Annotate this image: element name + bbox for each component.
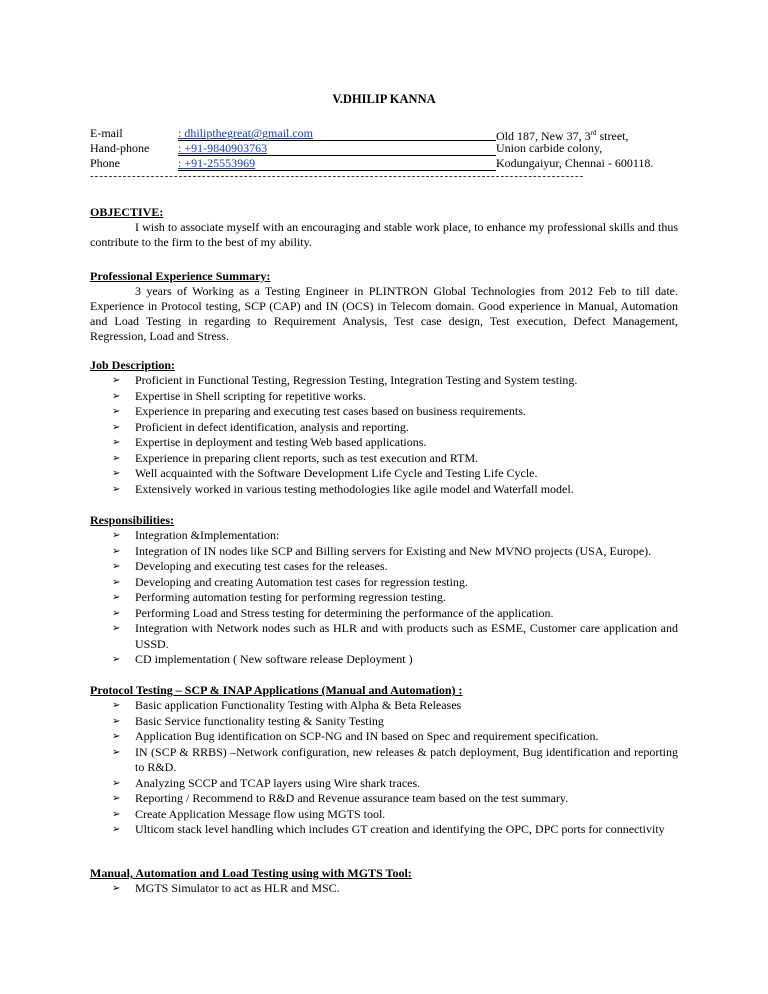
list-item: [90, 621, 678, 652]
list-item-text: Create Application Message flow using MGTS tool.: [135, 806, 386, 821]
job-description-section: [90, 358, 678, 497]
arrow-bullet-icon: ➢: [112, 483, 121, 495]
list-item: [90, 528, 678, 544]
list-item: [90, 729, 678, 745]
arrow-bullet-icon: ➢: [112, 576, 121, 588]
arrow-bullet-icon: ➢: [112, 808, 121, 820]
job-description-list: [90, 373, 678, 497]
list-item: [90, 451, 678, 467]
list-item-text: Analyzing SCCP and TCAP layers using Wire shark traces.: [135, 775, 421, 790]
mgts-section: [90, 866, 678, 897]
email-label: E-mail: [90, 126, 123, 140]
arrow-bullet-icon: ➢: [112, 883, 121, 894]
mgts-list: [90, 881, 678, 897]
candidate-name: V.DHILIP KANNA: [332, 92, 436, 106]
list-item-text: Expertise in Shell scripting for repetitive works.: [135, 388, 366, 403]
arrow-bullet-icon: ➢: [112, 437, 121, 448]
list-item: [90, 807, 678, 823]
handphone-label: Hand-phone: [90, 141, 150, 155]
responsibilities-heading: Responsibilities:: [90, 513, 175, 527]
list-item: [90, 389, 678, 405]
responsibilities-section: [90, 513, 678, 668]
list-item: [90, 559, 678, 575]
list-item: [90, 822, 678, 838]
list-item-text: Basic application Functionality Testing with Alpha & Beta Releases: [135, 698, 462, 712]
list-item-text: CD implementation ( New software release Deployment ): [135, 652, 413, 666]
phone-row: [90, 156, 678, 171]
list-item: [90, 745, 678, 776]
list-item-text: IN (SCP & RRBS) –Network configuration, new releases & patch deployment, Bug identification and reporting to R&D.: [135, 744, 678, 774]
arrow-bullet-icon: ➢: [112, 561, 121, 572]
list-item: [90, 420, 678, 436]
handphone-row: [90, 141, 678, 156]
list-item: [90, 404, 678, 420]
phone-value: [178, 156, 496, 171]
summary-heading: Professional Experience Summary:: [90, 269, 271, 283]
list-item-text: Experience in preparing client reports, such as test execution and RTM.: [135, 450, 479, 465]
arrow-bullet-icon: ➢: [112, 607, 121, 619]
list-item-text: Application Bug identification on SCP-NG and IN based on Spec and requirement specification.: [135, 729, 599, 743]
arrow-bullet-icon: ➢: [112, 452, 121, 464]
list-item-text: Developing and executing test cases for the releases.: [135, 559, 388, 573]
protocol-list: [90, 698, 678, 838]
list-item: [90, 590, 678, 606]
list-item: [90, 373, 678, 389]
list-item-text: Proficient in Functional Testing, Regression Testing, Integration Testing and System testing.: [135, 373, 578, 387]
arrow-bullet-icon: ➢: [112, 545, 121, 557]
list-item: [90, 652, 678, 668]
list-item-text: Performing automation testing for performing regression testing.: [135, 590, 446, 604]
list-item-text: MGTS Simulator to act as HLR and MSC.: [135, 881, 340, 895]
list-item: [90, 714, 678, 730]
phone-link[interactable]: : +91-25553969: [178, 156, 256, 170]
list-item-text: Expertise in deployment and testing Web based applications.: [135, 435, 427, 449]
arrow-bullet-icon: ➢: [112, 421, 121, 433]
email-link[interactable]: : dhilipthegreat@gmail.com: [178, 126, 314, 140]
email-row: [90, 126, 678, 141]
list-item: [90, 606, 678, 622]
responsibilities-list: [90, 528, 678, 668]
arrow-bullet-icon: ➢: [112, 406, 121, 417]
arrow-bullet-icon: ➢: [112, 375, 121, 386]
list-item: [90, 881, 678, 897]
protocol-heading: Protocol Testing – SCP & INAP Applications (Manual and Automation) :: [90, 683, 463, 697]
list-item-text: Developing and creating Automation test cases for regression testing.: [135, 574, 468, 589]
address-line-3: Kodungaiyur, Chennai - 600118.: [496, 156, 654, 170]
arrow-bullet-icon: ➢: [112, 746, 121, 758]
protocol-section: [90, 683, 678, 838]
arrow-bullet-icon: ➢: [112, 777, 121, 789]
list-item-text: Reporting / Recommend to R&D and Revenue assurance team based on the test summary.: [135, 791, 569, 805]
arrow-bullet-icon: ➢: [112, 592, 121, 603]
arrow-bullet-icon: ➢: [112, 793, 121, 804]
arrow-bullet-icon: ➢: [112, 530, 121, 541]
address-line-1: Old 187, New 37, 3rd street,: [496, 129, 629, 143]
list-item-text: Integration &Implementation:: [135, 528, 280, 542]
arrow-bullet-icon: ➢: [112, 715, 121, 727]
list-item-text: Performing Load and Stress testing for determining the performance of the application.: [135, 605, 554, 620]
arrow-bullet-icon: ➢: [112, 731, 121, 742]
address-line-2: Union carbide colony,: [496, 141, 603, 155]
handphone-value: [178, 141, 496, 156]
arrow-bullet-icon: ➢: [112, 824, 121, 835]
list-item: [90, 791, 678, 807]
objective-text: I wish to associate myself with an encouraging and stable work place, to enhance my professional skills and thus contribute to the firm to the best of my ability.: [90, 220, 678, 249]
list-item-text: Integration of IN nodes like SCP and Billing servers for Existing and New MVNO projects (USA, Europe).: [135, 543, 652, 558]
list-item: [90, 482, 678, 498]
list-item-text: Ulticom stack level handling which includes GT creation and identifying the OPC, DPC ports for connectivity: [135, 822, 665, 836]
list-item: [90, 575, 678, 591]
phone-label: Phone: [90, 156, 120, 170]
arrow-bullet-icon: ➢: [112, 700, 121, 711]
list-item-text: Proficient in defect identification, analysis and reporting.: [135, 419, 409, 434]
job-description-heading: Job Description:: [90, 358, 175, 372]
list-item: [90, 776, 678, 792]
list-item: [90, 544, 678, 560]
handphone-link[interactable]: : +91-9840903763: [178, 141, 268, 155]
list-item-text: Extensively worked in various testing methodologies like agile model and Waterfall model.: [135, 481, 574, 496]
list-item-text: Basic Service functionality testing & Sanity Testing: [135, 713, 384, 728]
separator-line: ----------------------------------------------------------------------------------------------------------: [90, 170, 585, 182]
arrow-bullet-icon: ➢: [112, 390, 121, 402]
arrow-bullet-icon: ➢: [112, 654, 121, 665]
list-item: [90, 466, 678, 482]
list-item: [90, 435, 678, 451]
summary-text: 3 years of Working as a Testing Engineer in PLINTRON Global Technologies from 2012 Feb to till date. Experience in Protocol testing, SCP (CAP) and IN (OCS) in Telecom domain. Good experience in Manual, Automation and Load Testing in regarding to Requirement Analysis, Test case design, Test execution, Defect Management, Regression, Load and Stress.: [90, 284, 678, 343]
arrow-bullet-icon: ➢: [112, 623, 121, 634]
objective-heading: OBJECTIVE:: [90, 205, 164, 219]
mgts-heading: Manual, Automation and Load Testing using with MGTS Tool:: [90, 866, 412, 880]
summary-section: [90, 269, 678, 344]
list-item: [90, 698, 678, 714]
list-item-text: Integration with Network nodes such as HLR and with products such as ESME, Customer care application and USSD.: [135, 621, 678, 651]
arrow-bullet-icon: ➢: [112, 468, 121, 479]
list-item-text: Experience in preparing and executing test cases based on business requirements.: [135, 404, 526, 418]
email-value: [178, 126, 496, 141]
list-item-text: Well acquainted with the Software Development Life Cycle and Testing Life Cycle.: [135, 466, 538, 480]
objective-section: [90, 205, 678, 250]
contact-block: [90, 126, 678, 171]
